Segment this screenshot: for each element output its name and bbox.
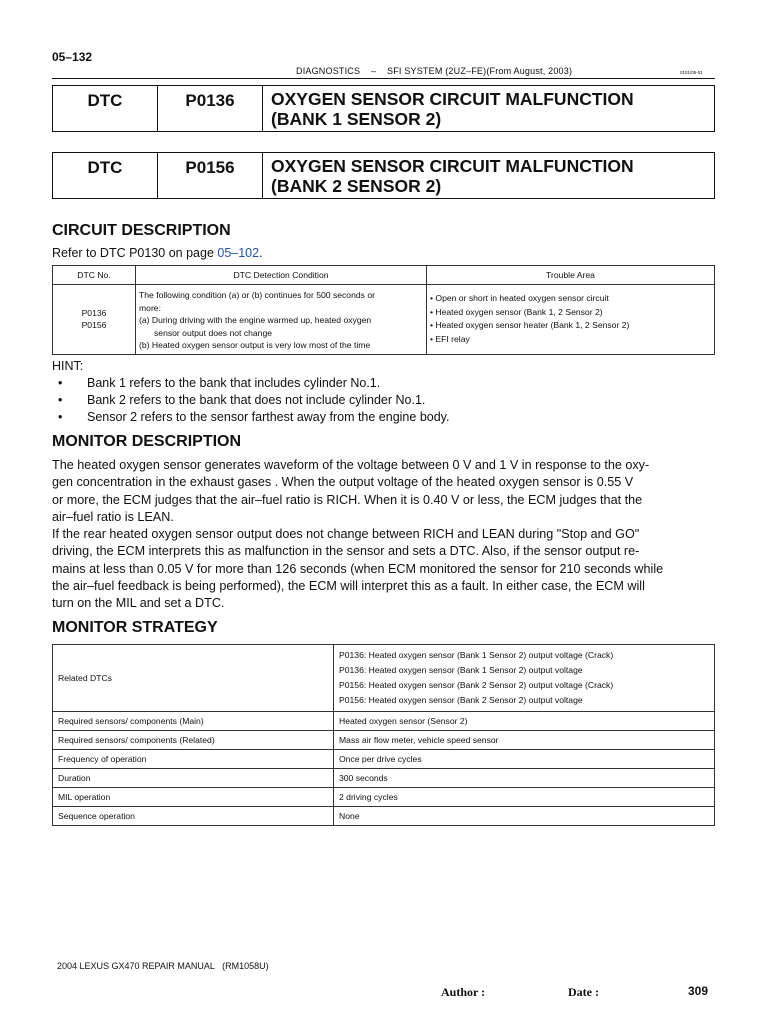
hint-bullet-text: Bank 1 refers to the bank that includes cylinder No.1. [87,376,381,390]
footer-page-number: 309 [688,984,709,998]
detection-condition-cell [136,285,427,355]
table-row-value: 300 seconds [334,769,715,788]
paragraph-line: The heated oxygen sensor generates waveform of the voltage between 0 V and 1 V in response to the oxy- [52,458,650,472]
table-row-key: Frequency of operation [53,750,334,769]
table-header: DTC Detection Condition [136,266,427,285]
dtc-title [263,153,715,199]
page-reference-link[interactable]: 05–102 [217,246,260,260]
table-row-key: Required sensors/ components (Related) [53,731,334,750]
date-label: Date : [568,985,599,999]
related-dtc: P0136: Heated oxygen sensor (Bank 1 Sensor 2) output voltage (Crack) [339,650,614,660]
table-row-key: Sequence operation [53,807,334,826]
reference-line [52,246,263,260]
paragraph-line: or more, the ECM judges that the air–fuel ratio is RICH. When it is 0.40 V or less, the ECM judges that the [52,492,643,507]
bullet-icon: • [58,393,63,407]
dtc-number: P0136 [81,308,107,319]
dtc-title [263,86,715,132]
table-row [53,807,715,826]
monitor-description-heading: MONITOR DESCRIPTION [52,433,242,450]
table-row [53,750,715,769]
dtc-code: P0136 [158,86,263,132]
trouble-area-item: • Open or short in heated oxygen sensor circuit [430,293,609,304]
table-row-value: Once per drive cycles [334,750,715,769]
related-dtc: P0156: Heated oxygen sensor (Bank 2 Sensor 2) output voltage [339,695,583,705]
table-row [53,769,715,788]
condition-line: (a) During driving with the engine warmed up, heated oxygen [139,315,372,325]
condition-line: The following condition (a) or (b) continues for 500 seconds or [139,290,375,300]
related-dtc: P0156: Heated oxygen sensor (Bank 2 Sensor 2) output voltage (Crack) [339,680,614,690]
document-code: 0101/05-01 [680,70,703,75]
hint-bullet-text: Bank 2 refers to the bank that does not include cylinder No.1. [87,393,426,407]
table-row-value: None [334,807,715,826]
dtc-number: P0156 [81,320,107,331]
dtc-label: DTC [53,86,158,132]
dtc-title-line2: (BANK 1 SENSOR 2) [271,109,442,129]
dtc-number-cell [53,285,136,355]
dtc-title-line1: OXYGEN SENSOR CIRCUIT MALFUNCTION [271,156,634,176]
dtc-title-line1: OXYGEN SENSOR CIRCUIT MALFUNCTION [271,89,634,109]
circuit-description-heading: CIRCUIT DESCRIPTION [52,222,231,239]
trouble-area-item: • Heated oxygen sensor (Bank 1, 2 Sensor 2) [430,306,603,317]
table-header: Trouble Area [427,266,715,285]
table-row-key: Related DTCs [53,645,334,712]
bullet-icon: • [58,410,63,424]
paragraph-line: mains at less than 0.05 V for more than 126 seconds (when ECM monitored the sensor for 210 seconds while [52,561,664,576]
monitor-description-body [52,457,716,613]
hint-bullet-text: Sensor 2 refers to the sensor farthest away from the engine body. [87,410,450,424]
table-row-value: 2 driving cycles [334,788,715,807]
related-dtc: P0136: Heated oxygen sensor (Bank 1 Sensor 2) output voltage [339,665,583,675]
condition-line: (b) Heated oxygen sensor output is very low most of the time [139,340,371,350]
manual-title: 2004 LEXUS GX470 REPAIR MANUAL (RM1058U) [57,961,269,971]
paragraph-line: gen concentration in the exhaust gases . When the output voltage of the heated oxygen sensor is 0.55 V [52,475,634,490]
trouble-area-item: • Heated oxygen sensor heater (Bank 1, 2 Sensor 2) [430,320,630,331]
condition-line: more: [139,302,161,313]
header-rule [52,78,715,79]
dtc-code: P0156 [158,153,263,199]
page-number: 05–132 [52,50,93,64]
reference-suffix: . [259,246,263,260]
author-label: Author : [441,985,486,999]
trouble-area-cell [427,285,715,355]
table-row-key: Required sensors/ components (Main) [53,712,334,731]
monitor-strategy-table [52,644,715,826]
monitor-strategy-heading: MONITOR STRATEGY [52,619,218,636]
paragraph-line: If the rear heated oxygen sensor output does not change between RICH and LEAN during "Stop and GO" [52,527,640,542]
paragraph-line: air–fuel ratio is LEAN. [52,509,174,524]
table-row-value: Heated oxygen sensor (Sensor 2) [334,712,715,731]
dtc-title-line2: (BANK 2 SENSOR 2) [271,176,442,196]
dtc-box-p0156 [52,152,715,199]
table-row [53,712,715,731]
table-row-key: MIL operation [53,788,334,807]
running-head: DIAGNOSTICS – SFI SYSTEM (2UZ–FE)(From August, 2003) [296,66,573,76]
paragraph-line: driving, the ECM interprets this as malfunction in the sensor and sets a DTC. Also, if the sensor output re- [52,544,640,559]
reference-text: Refer to DTC P0130 on page [52,246,218,260]
table-row [53,788,715,807]
paragraph-line: turn on the MIL and set a DTC. [52,596,225,611]
condition-line: sensor output does not change [154,327,273,338]
hint-label: HINT: [52,359,84,373]
table-row-value: Mass air flow meter, vehicle speed sensor [334,731,715,750]
dtc-detection-table [52,265,715,355]
table-row-key: Duration [53,769,334,788]
related-dtcs-cell [334,645,715,712]
dtc-box-p0136 [52,85,715,132]
table-header: DTC No. [53,266,136,285]
table-row [53,731,715,750]
dtc-label: DTC [53,153,158,199]
trouble-area-item: • EFI relay [430,333,470,344]
bullet-icon: • [58,376,63,390]
paragraph-line: the air–fuel feedback is being performed), the ECM will interpret this as a fault. In either case, the ECM will [52,579,645,594]
